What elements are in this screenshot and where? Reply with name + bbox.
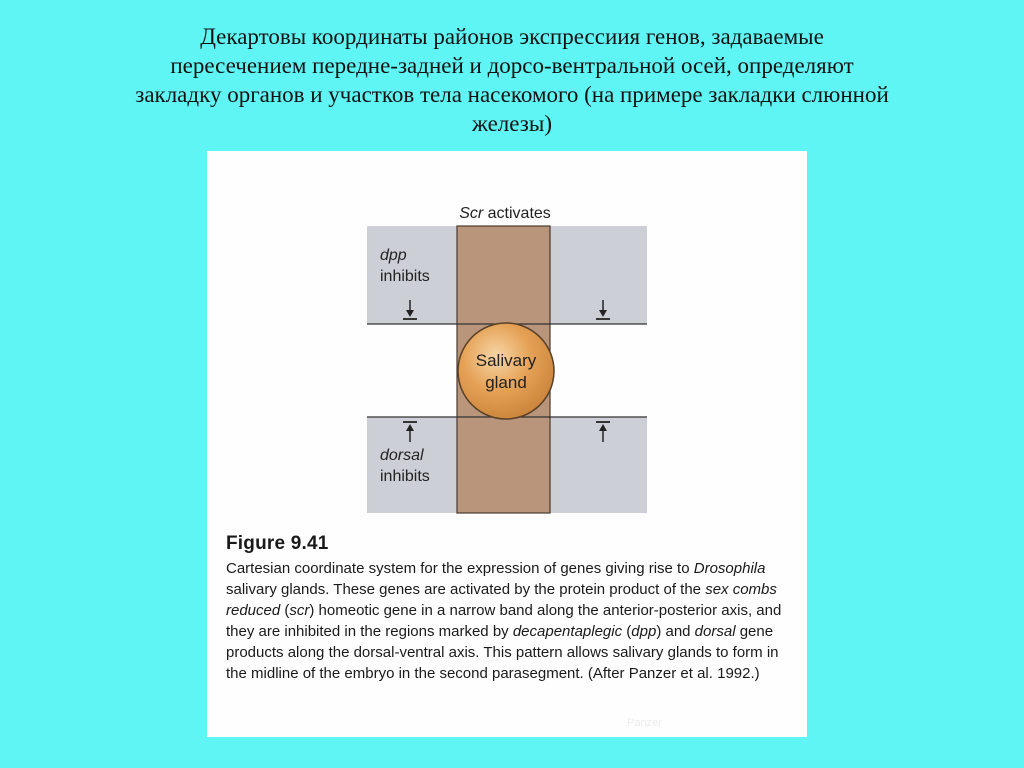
dorsal-inhibits-text: inhibits [380,468,430,485]
caption-italic-term: dorsal [694,623,736,640]
slide-title-line: пересечением передне-задней и дорсо-вентральной осей, определяют [170,53,854,78]
caption-text-run: ) and [656,623,695,640]
caption-text-run: salivary glands. These genes are activated by the protein product of the [226,581,706,598]
gland-label-line1: Salivary [475,351,537,370]
salivary-gland-circle [458,323,554,419]
caption-italic-term: scr [289,602,310,619]
slide-title-line: закладку органов и участков тела насекомого (на примере закладки слюнной [135,82,889,107]
caption-italic-term: sex combs reduced [226,581,777,619]
caption-italic-term: decapentaplegic [512,623,623,640]
caption-text [226,558,796,684]
scr-gene-name: Scr [459,205,484,222]
scr-activates-text: activates [483,205,551,222]
caption-italic-term: dpp [631,623,657,640]
dpp-gene-name: dpp [380,247,407,264]
gland-label-line2: gland [485,373,527,392]
slide-title-line: железы) [472,111,552,136]
caption-text-run: gene products along the dorsal-ventral axis. This pattern allows salivary glands to form in the midline of the embryo in the second parasegment. (After Panzer et al. 1992.) [226,623,779,682]
caption-italic-term: Drosophila [693,560,766,577]
figure-caption [226,533,796,684]
scr-activates-label [459,205,551,222]
caption-text-run: Cartesian coordinate system for the expression of genes giving rise to [226,560,694,577]
dpp-inhibits-text: inhibits [380,268,430,285]
caption-text-run: ) homeotic gene in a narrow band along the anterior-posterior axis, and they are inhibited in the regions marked by [226,602,782,640]
slide-title [60,22,964,138]
figure-panel [207,151,807,737]
slide-title-line: Декартовы координаты районов экспрессиия генов, задаваемые [200,24,824,49]
dorsal-gene-name: dorsal [380,447,424,464]
salivary-gland-diagram [207,151,807,531]
watermark: Panzer [627,717,662,729]
caption-text-run: ( [622,623,632,640]
figure-number: Figure 9.41 [226,533,329,554]
caption-text-run: ( [280,602,290,619]
